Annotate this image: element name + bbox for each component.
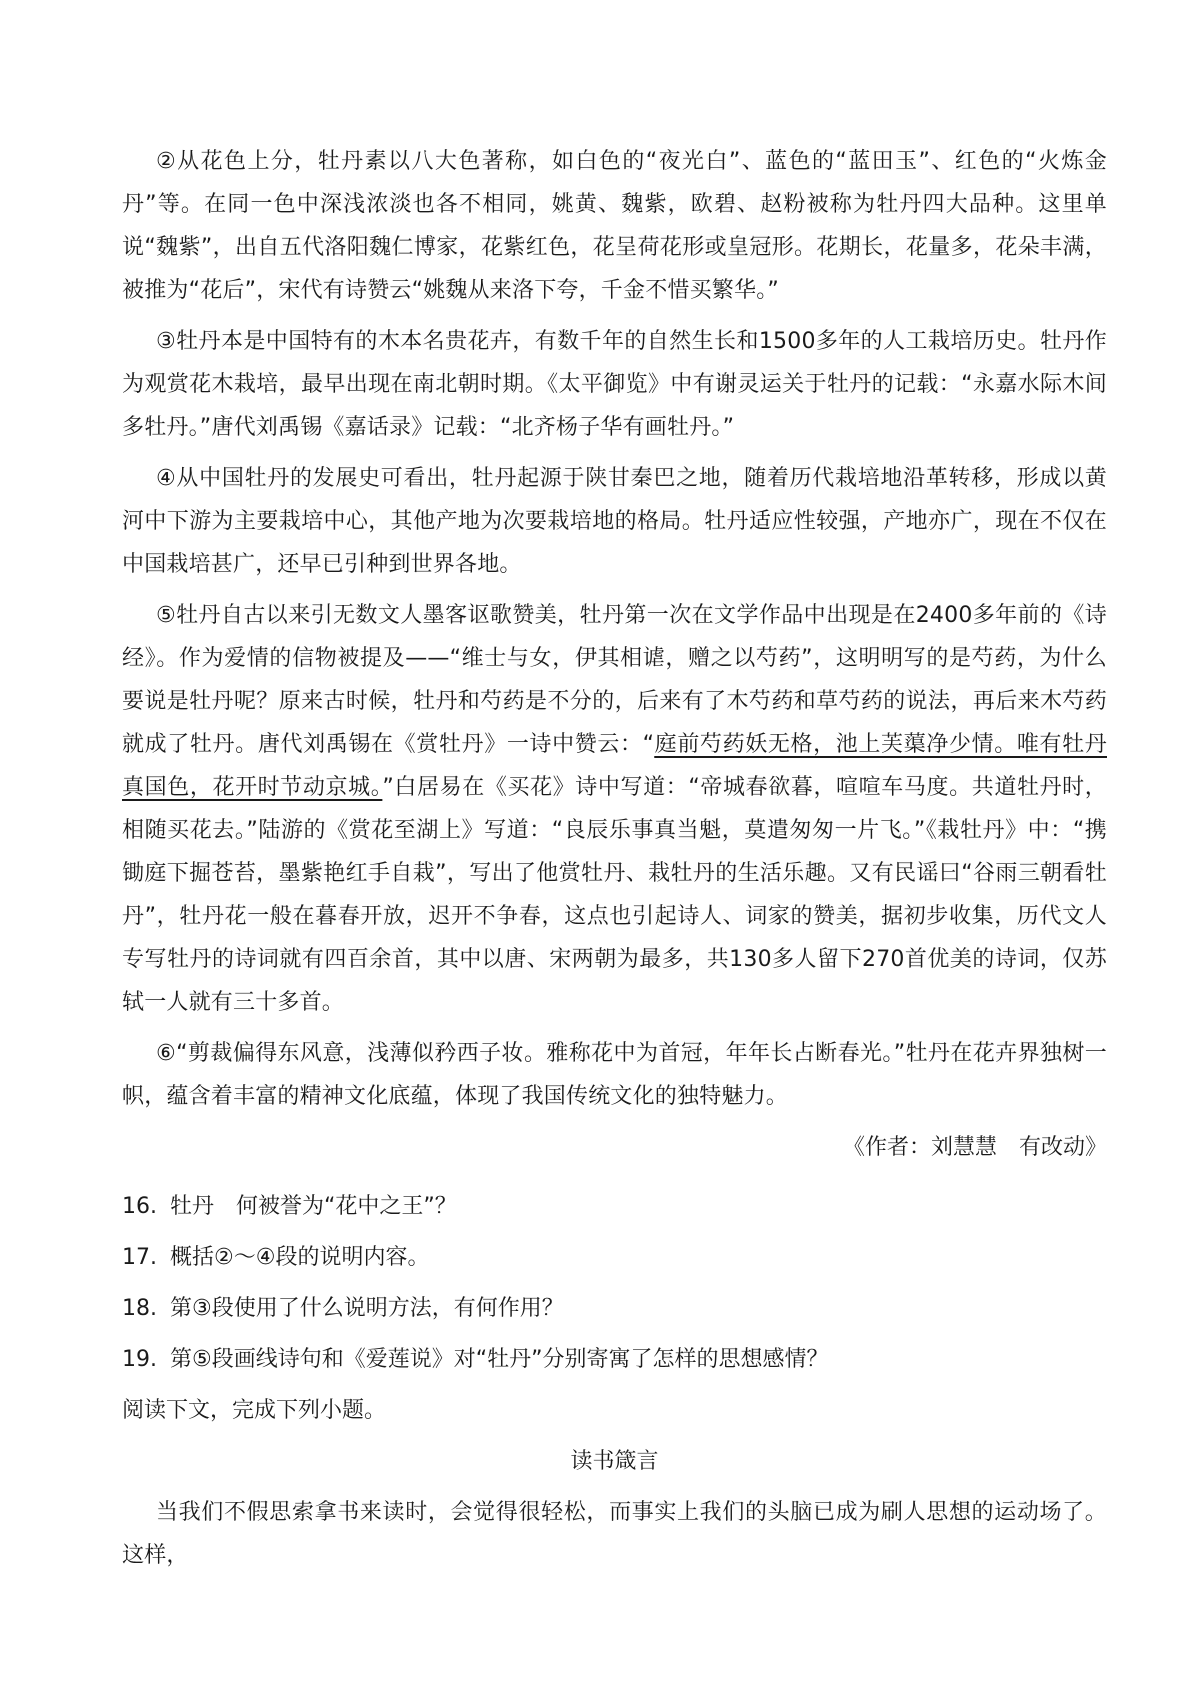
paragraph-5 [122, 594, 1107, 1024]
question-19 [122, 1338, 1107, 1381]
question-text: 第③段使用了什么说明方法，有何作用？ [170, 1296, 564, 1321]
question-number: 19. [122, 1347, 157, 1372]
document-content [122, 140, 1107, 1585]
question-text: 概括②～④段的说明内容。 [170, 1245, 430, 1270]
paragraph-6: ⑥“剪裁偏得东风意，浅薄似矜西子妆。雅称花中为首冠，年年长占断春光。”牡丹在花卉界独树一帜，蕴含着丰富的精神文化底蕴，体现了我国传统文化的独特魅力。 [122, 1041, 1107, 1109]
question-text: 第⑤段画线诗句和《爱莲说》对“牡丹”分别寄寓了怎样的思想感情？ [170, 1347, 829, 1372]
question-16 [122, 1185, 1107, 1228]
paragraph-5-text-after: ”白居易在《买花》诗中写道：“帝城春欲暮，喧喧车马度。共道牡丹时，相随买花去。”陆游的《赏花至湖上》写道：“良辰乐事真当魁，莫遣匆匆一片飞。”《栽牡丹》中：“携锄庭下掘苍苔，墨紫艳红手自栽”，写出了他赏牡丹、栽牡丹的生活乐趣。又有民谣曰“谷雨三朝看牡丹”，牡丹花一般在暮春开放，迟开不争春，这点也引起诗人、词家的赞美，据初步收集，历代文人专写牡丹的诗词就有四百余首，其中以唐、宋两朝为最多，共130多人留下270首优美的诗词，仅苏轼一人就有三十多首。 [122, 775, 1107, 1015]
author-attribution: 《作者：刘慧慧 有改动》 [842, 1135, 1107, 1160]
reading-instruction: 阅读下文，完成下列小题。 [122, 1398, 387, 1423]
question-number: 18. [122, 1296, 157, 1321]
paragraph-2: ②从花色上分，牡丹素以八大色著称，如白色的“夜光白”、蓝色的“蓝田玉”、红色的“火炼金丹”等。在同一色中深浅浓淡也各不相同，姚黄、魏紫，欧碧、赵粉被称为牡丹四大品种。这里单说“魏紫”，出自五代洛阳魏仁博家，花紫红色，花呈荷花形或皇冠形。花期长，花量多，花朵丰满，被推为“花后”，宋代有诗赞云“姚魏从来洛下夸，千金不惜买繁华。” [122, 149, 1107, 303]
paragraph-5-text-before: ⑤牡丹自古以来引无数文人墨客讴歌赞美，牡丹第一次在文学作品中出现是在2400多年前的《诗经》。作为爱情的信物被提及——“维士与女，伊其相谑，赠之以芍药”，这明明写的是芍药，为什么要说是牡丹呢？原来古时候，牡丹和芍药是不分的，后来有了木芍药和草芍药的说法，再后来木芍药就成了牡丹。唐代刘禹锡在《赏牡丹》一诗中赞云：“ [122, 603, 1107, 757]
passage-first-paragraph: 当我们不假思索拿书来读时，会觉得很轻松，而事实上我们的头脑已成为刷人思想的运动场了。这样， [122, 1500, 1107, 1568]
question-number: 16. [122, 1194, 157, 1219]
passage-title: 读书箴言 [570, 1449, 659, 1474]
question-text: 牡丹 何被誉为“花中之王”？ [170, 1194, 457, 1219]
question-17 [122, 1236, 1107, 1279]
question-18 [122, 1287, 1107, 1330]
paragraph-3: ③牡丹本是中国特有的木本名贵花卉，有数千年的自然生长和1500多年的人工栽培历史。牡丹作为观赏花木栽培，最早出现在南北朝时期。《太平御览》中有谢灵运关于牡丹的记载：“永嘉水际木间多牡丹。”唐代刘禹锡《嘉话录》记载：“北齐杨子华有画牡丹。” [122, 329, 1107, 440]
question-number: 17. [122, 1245, 157, 1270]
paragraph-4: ④从中国牡丹的发展史可看出，牡丹起源于陕甘秦巴之地，随着历代栽培地沿革转移，形成以黄河中下游为主要栽培中心，其他产地为次要栽培地的格局。牡丹适应性较强，产地亦广，现在不仅在中国栽培甚广，还早已引种到世界各地。 [122, 466, 1107, 577]
underlined-poem-lines: 庭前芍药妖无格，池上芙蕖净少情。唯有牡丹真国色，花开时节动京城。 [122, 732, 1107, 800]
